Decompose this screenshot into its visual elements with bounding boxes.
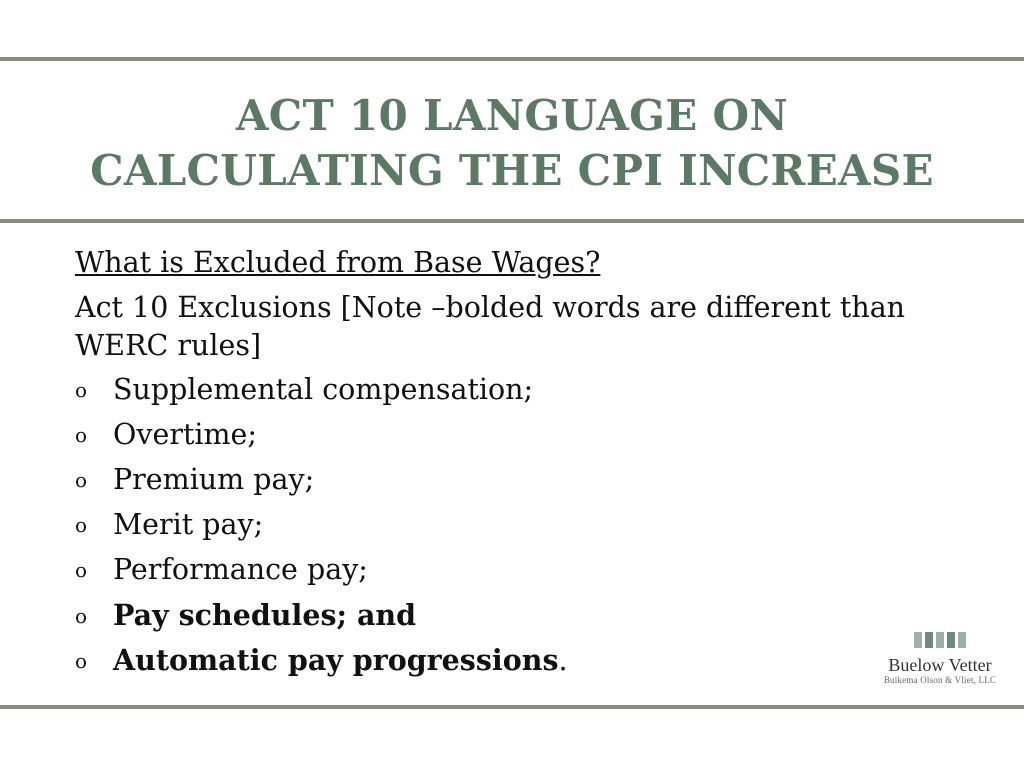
title-divider (0, 219, 1024, 223)
bullet-icon: o (75, 378, 88, 402)
list-item-text: Pay schedules; and (113, 598, 417, 632)
bullet-icon: o (75, 604, 88, 628)
intro-text: Act 10 Exclusions [Note –bolded words are different than WERC rules] (75, 291, 906, 362)
list-item-text: Performance pay; (113, 553, 368, 586)
list-item (75, 596, 955, 641)
list-item (75, 371, 955, 416)
company-logo (878, 632, 1002, 686)
list-item-text: Premium pay; (113, 463, 315, 496)
bullet-icon: o (75, 558, 88, 582)
list-item-suffix: . (558, 644, 568, 677)
exclusions-list (75, 371, 955, 686)
bullet-icon: o (75, 423, 88, 447)
list-item (75, 416, 955, 461)
bullet-icon: o (75, 468, 88, 492)
list-item-text: Supplemental compensation; (113, 373, 534, 406)
title-line-1: ACT 10 LANGUAGE ON (235, 91, 789, 140)
list-item-text (113, 641, 568, 680)
list-item (75, 551, 955, 596)
top-divider (0, 57, 1024, 61)
logo-subtitle: Buikema Olson & Vliet, LLC (883, 675, 997, 685)
bullet-icon: o (75, 513, 88, 537)
list-item (75, 506, 955, 551)
logo-name: Buelow Vetter (888, 655, 992, 675)
list-item-text: Overtime; (113, 418, 258, 451)
list-item-bold-text: Automatic pay progressions (113, 643, 559, 677)
list-item (75, 461, 955, 506)
subheading: What is Excluded from Base Wages? (75, 246, 601, 279)
title-line-2: CALCULATING THE CPI INCREASE (90, 146, 934, 195)
building-bars-icon (878, 632, 1002, 648)
slide-body (75, 244, 955, 686)
list-item (75, 641, 955, 686)
bottom-divider (0, 705, 1024, 709)
bullet-icon: o (75, 649, 88, 673)
list-item-text: Merit pay; (113, 508, 264, 541)
slide-title (0, 88, 1024, 198)
